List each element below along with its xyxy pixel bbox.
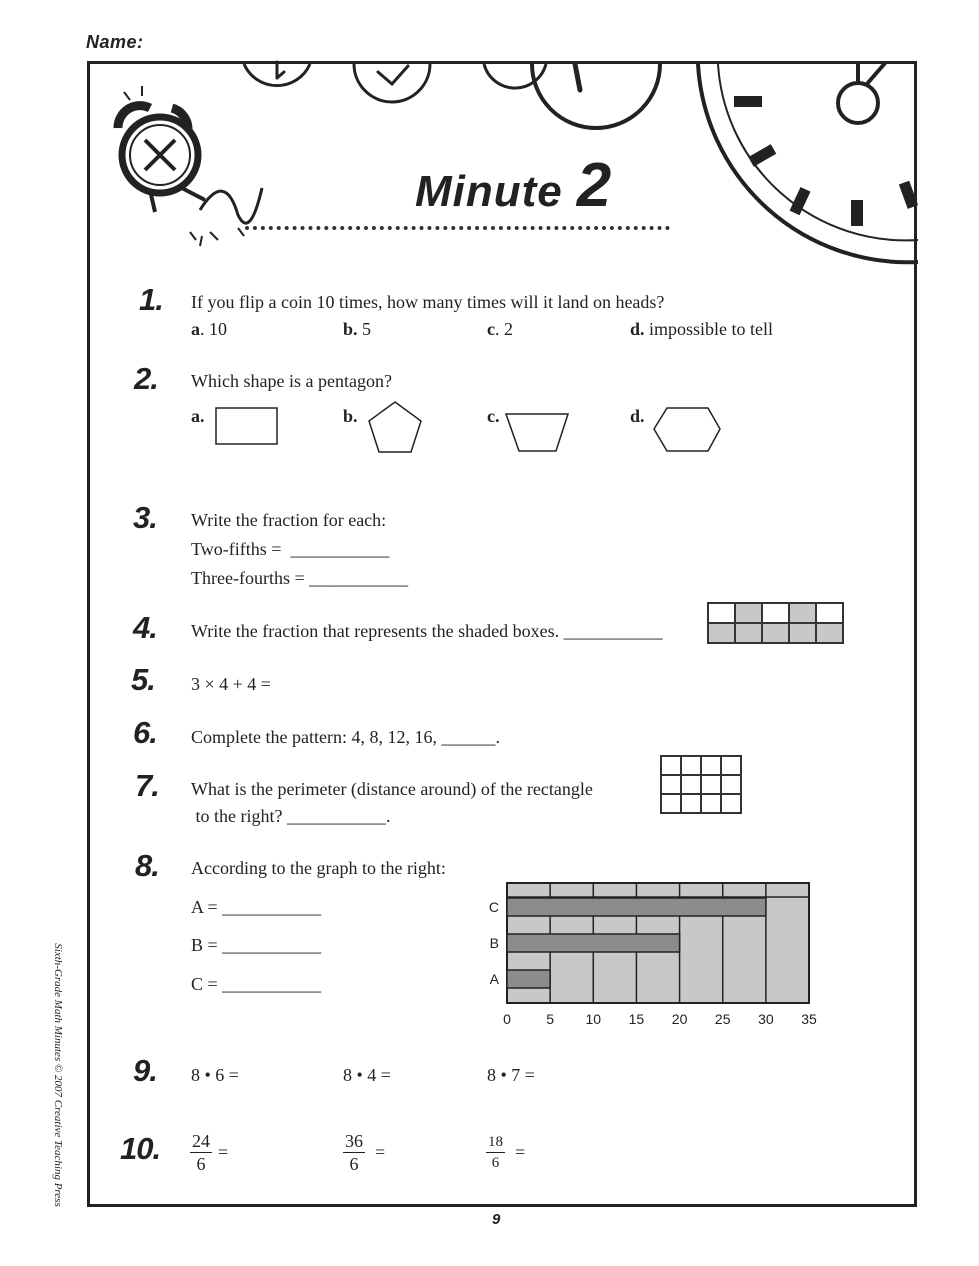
q9-item-3: 8 • 7 = [487,1065,535,1085]
x-tick-label: 35 [801,1011,817,1027]
q10-fraction-1 [190,1130,228,1175]
x-tick-label: 0 [503,1011,511,1027]
q4-shaded-grid [707,602,844,644]
q1-number: 1. [139,282,163,317]
q2-number: 2. [134,361,158,396]
grid-square [681,794,701,813]
shaded-box [735,603,762,623]
denominator: 6 [491,1155,500,1171]
q6-text: Complete the pattern: 4, 8, 12, 16, ______. [191,727,500,747]
q5-number: 5. [131,662,155,697]
q1-option-d: d. impossible to tell [630,319,774,339]
shaded-box [789,623,816,643]
pentagon-icon [369,402,421,452]
q8-blank-b: B = ___________ [191,935,322,955]
category-label: B [489,935,499,951]
equals-sign: = [515,1142,526,1162]
shaded-box [735,623,762,643]
q8-number: 8. [135,848,159,883]
hexagon-icon [654,408,720,451]
q2-option-c-letter: c. [487,406,500,426]
q3-line-three-fourths: Three-fourths = ___________ [191,568,409,588]
x-tick-label: 25 [714,1011,731,1027]
page-number: 9 [492,1211,501,1228]
grid-square [661,794,681,813]
bar-b [507,934,680,952]
q10-number: 10. [120,1131,161,1166]
q2-option-d-letter: d. [630,406,645,426]
q1-option-c: c. 2 [487,319,513,339]
name-label: Name: [86,32,144,52]
q8-text: According to the graph to the right: [191,858,446,878]
numerator: 18 [486,1132,505,1153]
q6-number: 6. [133,715,157,750]
q2-shapes [210,400,740,460]
alarm-clock-icon [118,106,262,224]
shaded-box [708,623,735,643]
unshaded-box [762,603,789,623]
category-label: A [489,971,499,987]
x-tick-label: 10 [585,1011,602,1027]
grid-square [721,775,741,794]
q3-text: Write the fraction for each: [191,510,387,530]
q5-text: 3 × 4 + 4 = [191,674,271,694]
q7-line1: What is the perimeter (distance around) of the rectangle [191,779,593,799]
shaded-box [789,603,816,623]
q10-fraction-3 [486,1132,525,1173]
title-underline [245,222,670,230]
q9-number: 9. [133,1053,157,1088]
denominator: 6 [196,1154,206,1174]
q4-number: 4. [133,610,157,645]
title-word: Minute [415,167,563,216]
x-tick-label: 5 [546,1011,555,1027]
x-tick-label: 20 [671,1011,688,1027]
category-label: C [488,899,499,915]
shaded-box [816,623,843,643]
q3-number: 3. [133,500,157,535]
denominator: 6 [349,1154,359,1174]
q1-text: If you flip a coin 10 times, how many times will it land on heads? [191,292,665,312]
title-number: 2 [576,151,613,220]
grid-square [701,794,721,813]
grid-square [721,756,741,775]
grid-square [701,756,721,775]
numerator: 24 [192,1131,210,1151]
q8-blank-c: C = ___________ [191,974,322,994]
clock-decoration [0,0,979,280]
q2-option-b-letter: b. [343,406,358,426]
rectangle-icon [216,408,277,444]
bar-a [507,970,550,988]
equals-sign: = [218,1142,229,1162]
grid-square [681,775,701,794]
equals-sign: = [375,1142,386,1162]
unshaded-box [816,603,843,623]
q2-text: Which shape is a pentagon? [191,371,392,391]
bar-chart [470,870,830,1035]
page-title [415,150,612,221]
unshaded-box [708,603,735,623]
shaded-box [762,623,789,643]
q8-blank-a: A = ___________ [191,897,322,917]
q1-option-a: a. 10 [191,319,227,339]
q9-item-2: 8 • 4 = [343,1065,391,1085]
grid-square [701,775,721,794]
grid-square [681,756,701,775]
x-tick-label: 30 [758,1011,774,1027]
copyright-credit: Sixth-Grade Math Minutes © 2007 Creative Teaching Press [52,943,64,1207]
grid-square [661,756,681,775]
q4-text: Write the fraction that represents the shaded boxes. ___________ [191,621,663,641]
q9-item-1: 8 • 6 = [191,1065,239,1085]
q2-option-a-letter: a. [191,406,205,426]
q7-rectangle-grid [660,755,742,814]
q7-number: 7. [135,768,159,803]
grid-square [661,775,681,794]
q7-line2: to the right? ___________. [191,806,391,826]
bar-c [507,898,766,916]
trapezoid-icon [506,414,568,451]
grid-square [721,794,741,813]
q1-option-b: b. 5 [343,319,372,339]
q10-fraction-2 [343,1130,385,1175]
x-tick-label: 15 [628,1011,645,1027]
q3-line-two-fifths: Two-fifths = ___________ [191,539,390,559]
numerator: 36 [345,1131,363,1151]
